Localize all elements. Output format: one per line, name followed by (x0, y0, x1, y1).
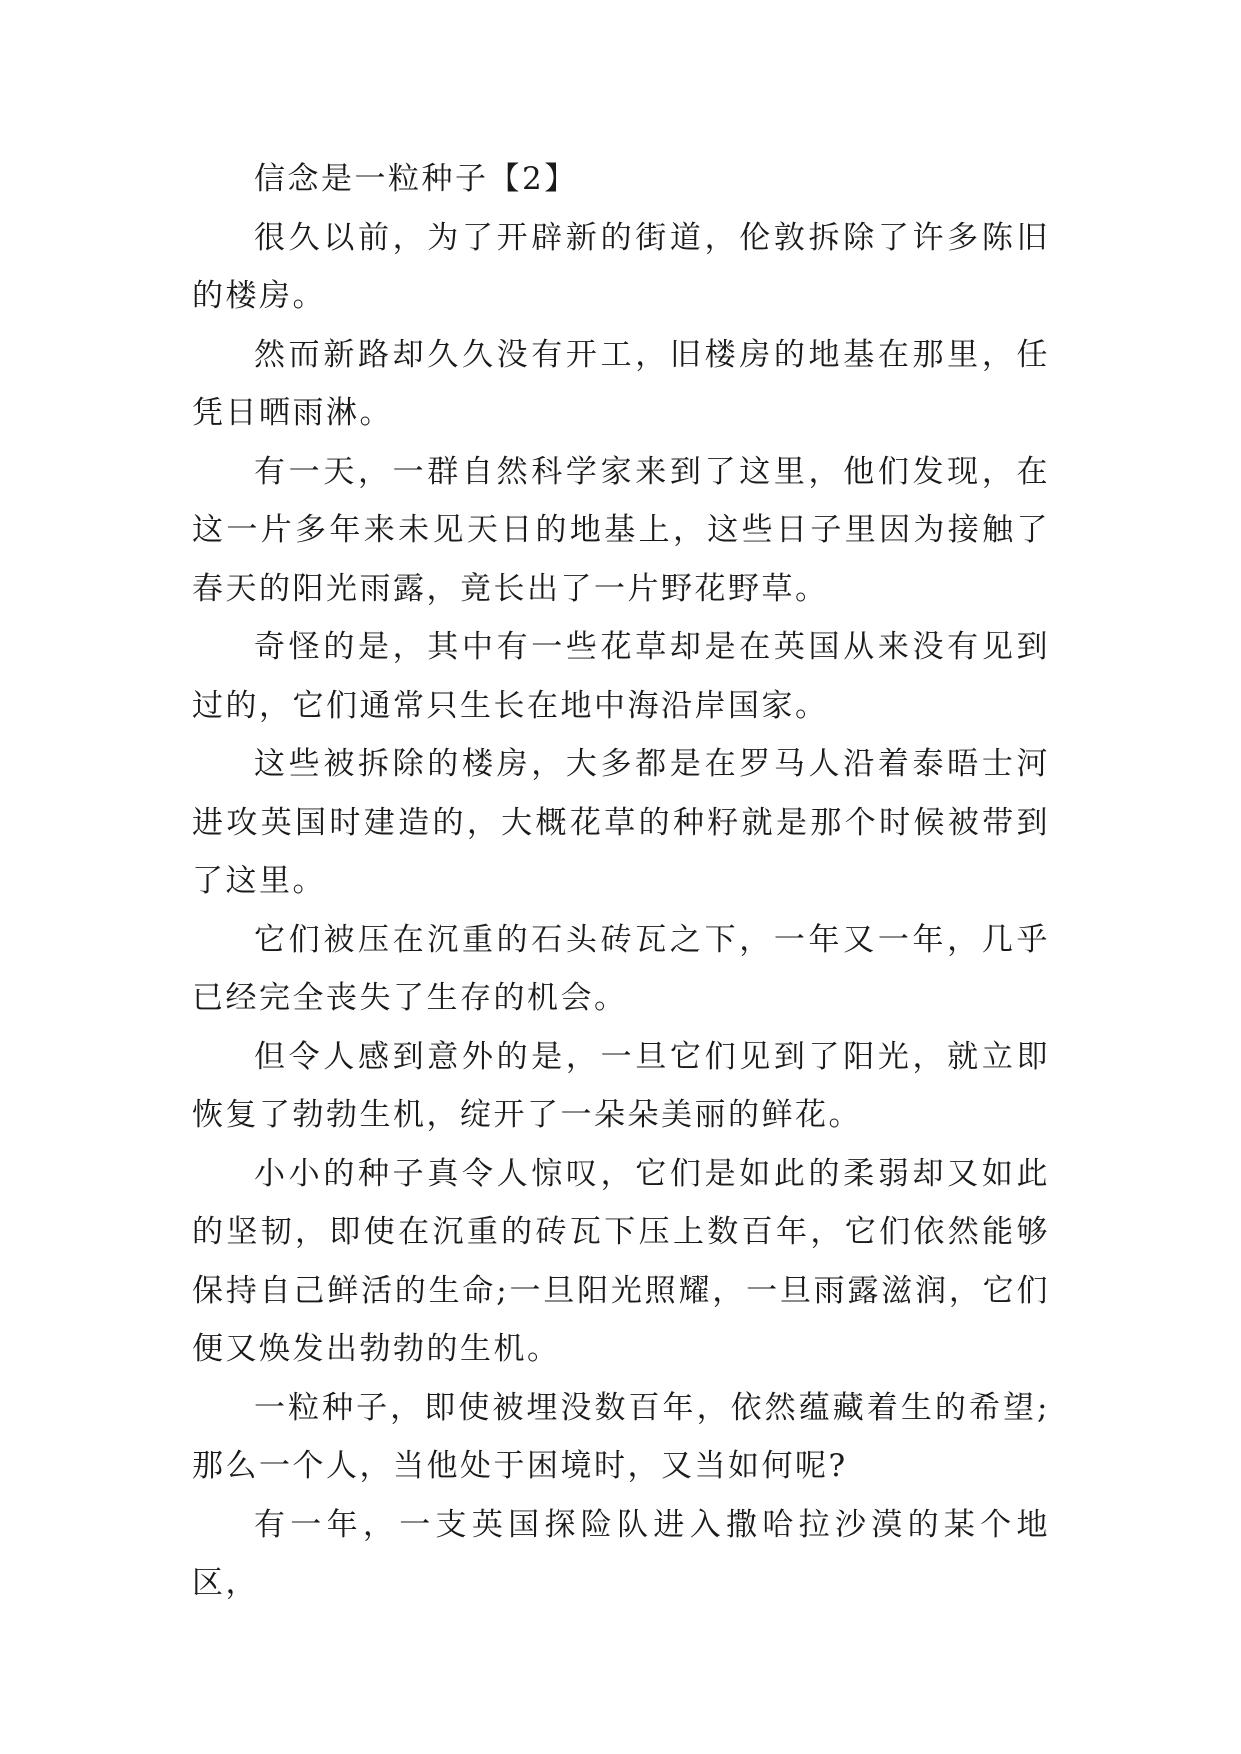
paragraph: 一粒种子，即使被埋没数百年，依然蕴藏着生的希望;那么一个人，当他处于困境时，又当如何呢? (192, 1389, 1050, 1484)
paragraph: 有一年，一支英国探险队进入撒哈拉沙漠的某个地区， (192, 1506, 1050, 1601)
paragraph: 奇怪的是，其中有一些花草却是在英国从来没有见到过的，它们通常只生长在地中海沿岸国家。 (192, 629, 1050, 724)
paragraph: 这些被拆除的楼房，大多都是在罗马人沿着泰晤士河进攻英国时建造的，大概花草的种籽就是那个时候被带到了这里。 (192, 746, 1050, 899)
paragraph: 很久以前，为了开辟新的街道，伦敦拆除了许多陈旧的楼房。 (192, 219, 1050, 314)
paragraph: 但令人感到意外的是，一旦它们见到了阳光，就立即恢复了勃勃生机，绽开了一朵朵美丽的鲜花。 (192, 1038, 1050, 1133)
paragraph: 小小的种子真令人惊叹，它们是如此的柔弱却又如此的坚韧，即使在沉重的砖瓦下压上数百年，它们依然能够保持自己鲜活的生命;一旦阳光照耀，一旦雨露滋润，它们便又焕发出勃勃的生机。 (192, 1155, 1050, 1367)
paragraph: 有一天，一群自然科学家来到了这里，他们发现，在这一片多年来未见天日的地基上，这些日子里因为接触了春天的阳光雨露，竟长出了一片野花野草。 (192, 453, 1050, 607)
paragraph: 它们被压在沉重的石头砖瓦之下，一年又一年，几乎已经完全丧失了生存的机会。 (192, 921, 1050, 1016)
document-body (192, 150, 1050, 1613)
document-title: 信念是一粒种子【2】 (254, 161, 578, 197)
paragraph: 然而新路却久久没有开工，旧楼房的地基在那里，任凭日晒雨淋。 (192, 336, 1050, 431)
